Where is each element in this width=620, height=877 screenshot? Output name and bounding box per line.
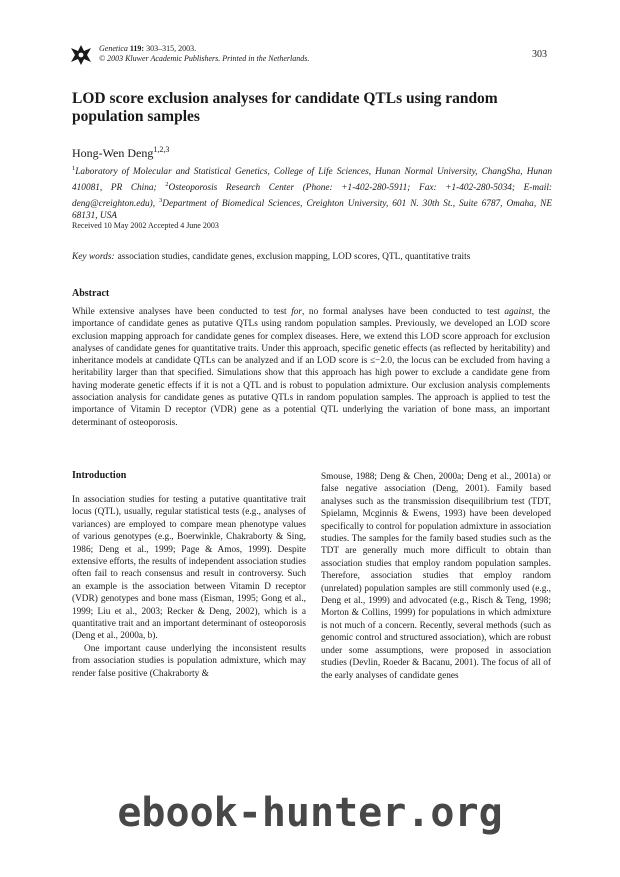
abstract-emphasis: for <box>291 307 303 317</box>
author-name: Hong-Wen Deng <box>72 146 154 160</box>
journal-name: Genetica <box>99 44 128 53</box>
introduction-heading: Introduction <box>72 470 127 481</box>
keywords <box>72 252 470 262</box>
abstract-text-segment: , no formal analyses have been conducted to test <box>302 307 505 317</box>
abstract-text-segment: , the importance of candidate genes as putative QTLs using random population samples. Previously, we developed an LOD score exclusion mapping approach for candidate genes for complex diseases. Here, we extend this LOD score approach for exclusion analyses of candidate genes for quantitative traits. Under this approach, specific genetic effects (as reflected by heritability) and inheritance models at candidate QTLs can be analyzed and if an LOD score is ≤−2.0, the locus can be excluded from having a heritability larger than that specified. Simulations show that this approach has high power to exclude a candidate gene from having moderate genetic effects if it is not a QTL and is robust to population admixture. Our exclusion analysis complements association analysis for candidate genes as putative QTLs in random population samples. The approach is applied to test the importance of Vitamin D receptor (VDR) gene as a potential QTL underlying the variation of bone mass, an important determinant of osteoporosis. <box>72 307 551 428</box>
affiliation-text: Laboratory of Molecular and Statistical Genetics, College of Life Sciences, Hunan Normal University, ChangSha, Hunan 410081, PR China; <box>72 167 552 193</box>
journal-pages: 303–315, 2003. <box>146 44 197 53</box>
left-column <box>72 494 306 680</box>
abstract-emphasis: against <box>504 307 532 317</box>
journal-volume: 119: <box>129 44 145 53</box>
watermark: ebook-hunter.org <box>117 790 503 836</box>
copyright-line: © 2003 Kluwer Academic Publishers. Printed in the Netherlands. <box>99 54 310 63</box>
keywords-label: Key words: <box>72 252 115 262</box>
affiliation-text: Department of Biomedical Sciences, Creighton University, 601 N. 30th St., Suite 6787, Omaha, NE 68131, USA <box>72 198 552 222</box>
abstract-text-segment: While extensive analyses have been conducted to test <box>72 307 292 317</box>
affiliation-sup: 3 <box>159 196 163 204</box>
publisher-logo-icon <box>70 44 92 66</box>
journal-citation <box>99 44 196 54</box>
paragraph: In association studies for testing a putative quantitative trait locus (QTL), usually, regular statistical tests (e.g., analyses of variances) are employed to compare mean phenotype values of various genotypes (e.g., Boerwinkle, Chakraborty & Sing, 1986; Deng et al., 1999; Page & Amos, 1999). Despite extensive efforts, the results of independent association studies often fail to reach consensus and result in controversy. Such an example is the association between Vitamin D receptor (VDR) genotypes and bone mass (Eisman, 1995; Gong et al., 1999; Liu et al., 2003; Recker & Deng, 2002), which is a quantitative trait and an important determinant of osteoporosis (Deng et al., 2000a, b). <box>72 495 306 642</box>
affiliation-sup: 2 <box>165 180 169 188</box>
paragraph: One important cause underlying the inconsistent results from association studies is population admixture, which may render false positive (Chakraborty & <box>72 643 306 679</box>
paragraph: Smouse, 1988; Deng & Chen, 2000a; Deng et al., 2001a) or false negative association (Deng, 2001). Family based analyses such as the transmission disequilibrium test (TDT, Spielamn, Mcginnis & Ewens, 1993) have been developed specifically to control for population admixture in association studies. The samples for the family based studies such as the TDT are generally much more difficult to obtain than association studies that employ random population samples. Therefore, association studies that employ random (unrelated) population samples are still commonly used (e.g., Deng et al., 1999) and advocated (e.g., Risch & Teng, 1998; Morton & Collins, 1999) for populations in which admixture is not much of a concern. Recently, several methods (such as genomic control and structured association), which are robust under some assumptions, were proposed in association studies (Devlin, Roeder & Bacanu, 2001). The focus of all of the early analyses of candidate genes <box>321 472 551 681</box>
author <box>72 145 169 161</box>
keywords-list: association studies, candidate genes, exclusion mapping, LOD scores, QTL, quantitative traits <box>117 252 471 262</box>
abstract-body <box>72 306 550 429</box>
abstract-heading: Abstract <box>72 288 110 299</box>
page-number: 303 <box>532 49 547 60</box>
right-column <box>321 471 551 682</box>
affiliation-text: Osteoporosis Research Center (Phone: +1-402-280-5911; Fax: +1-402-280-5034; E-mail: deng@creighton.edu), <box>72 182 553 209</box>
article-title: LOD score exclusion analyses for candidate QTLs using random population samples <box>72 90 498 125</box>
received-dates: Received 10 May 2002 Accepted 4 June 2003 <box>72 221 219 230</box>
author-superscript: 1,2,3 <box>153 145 170 154</box>
affiliation-sup: 1 <box>72 165 76 172</box>
affiliations <box>72 163 552 223</box>
